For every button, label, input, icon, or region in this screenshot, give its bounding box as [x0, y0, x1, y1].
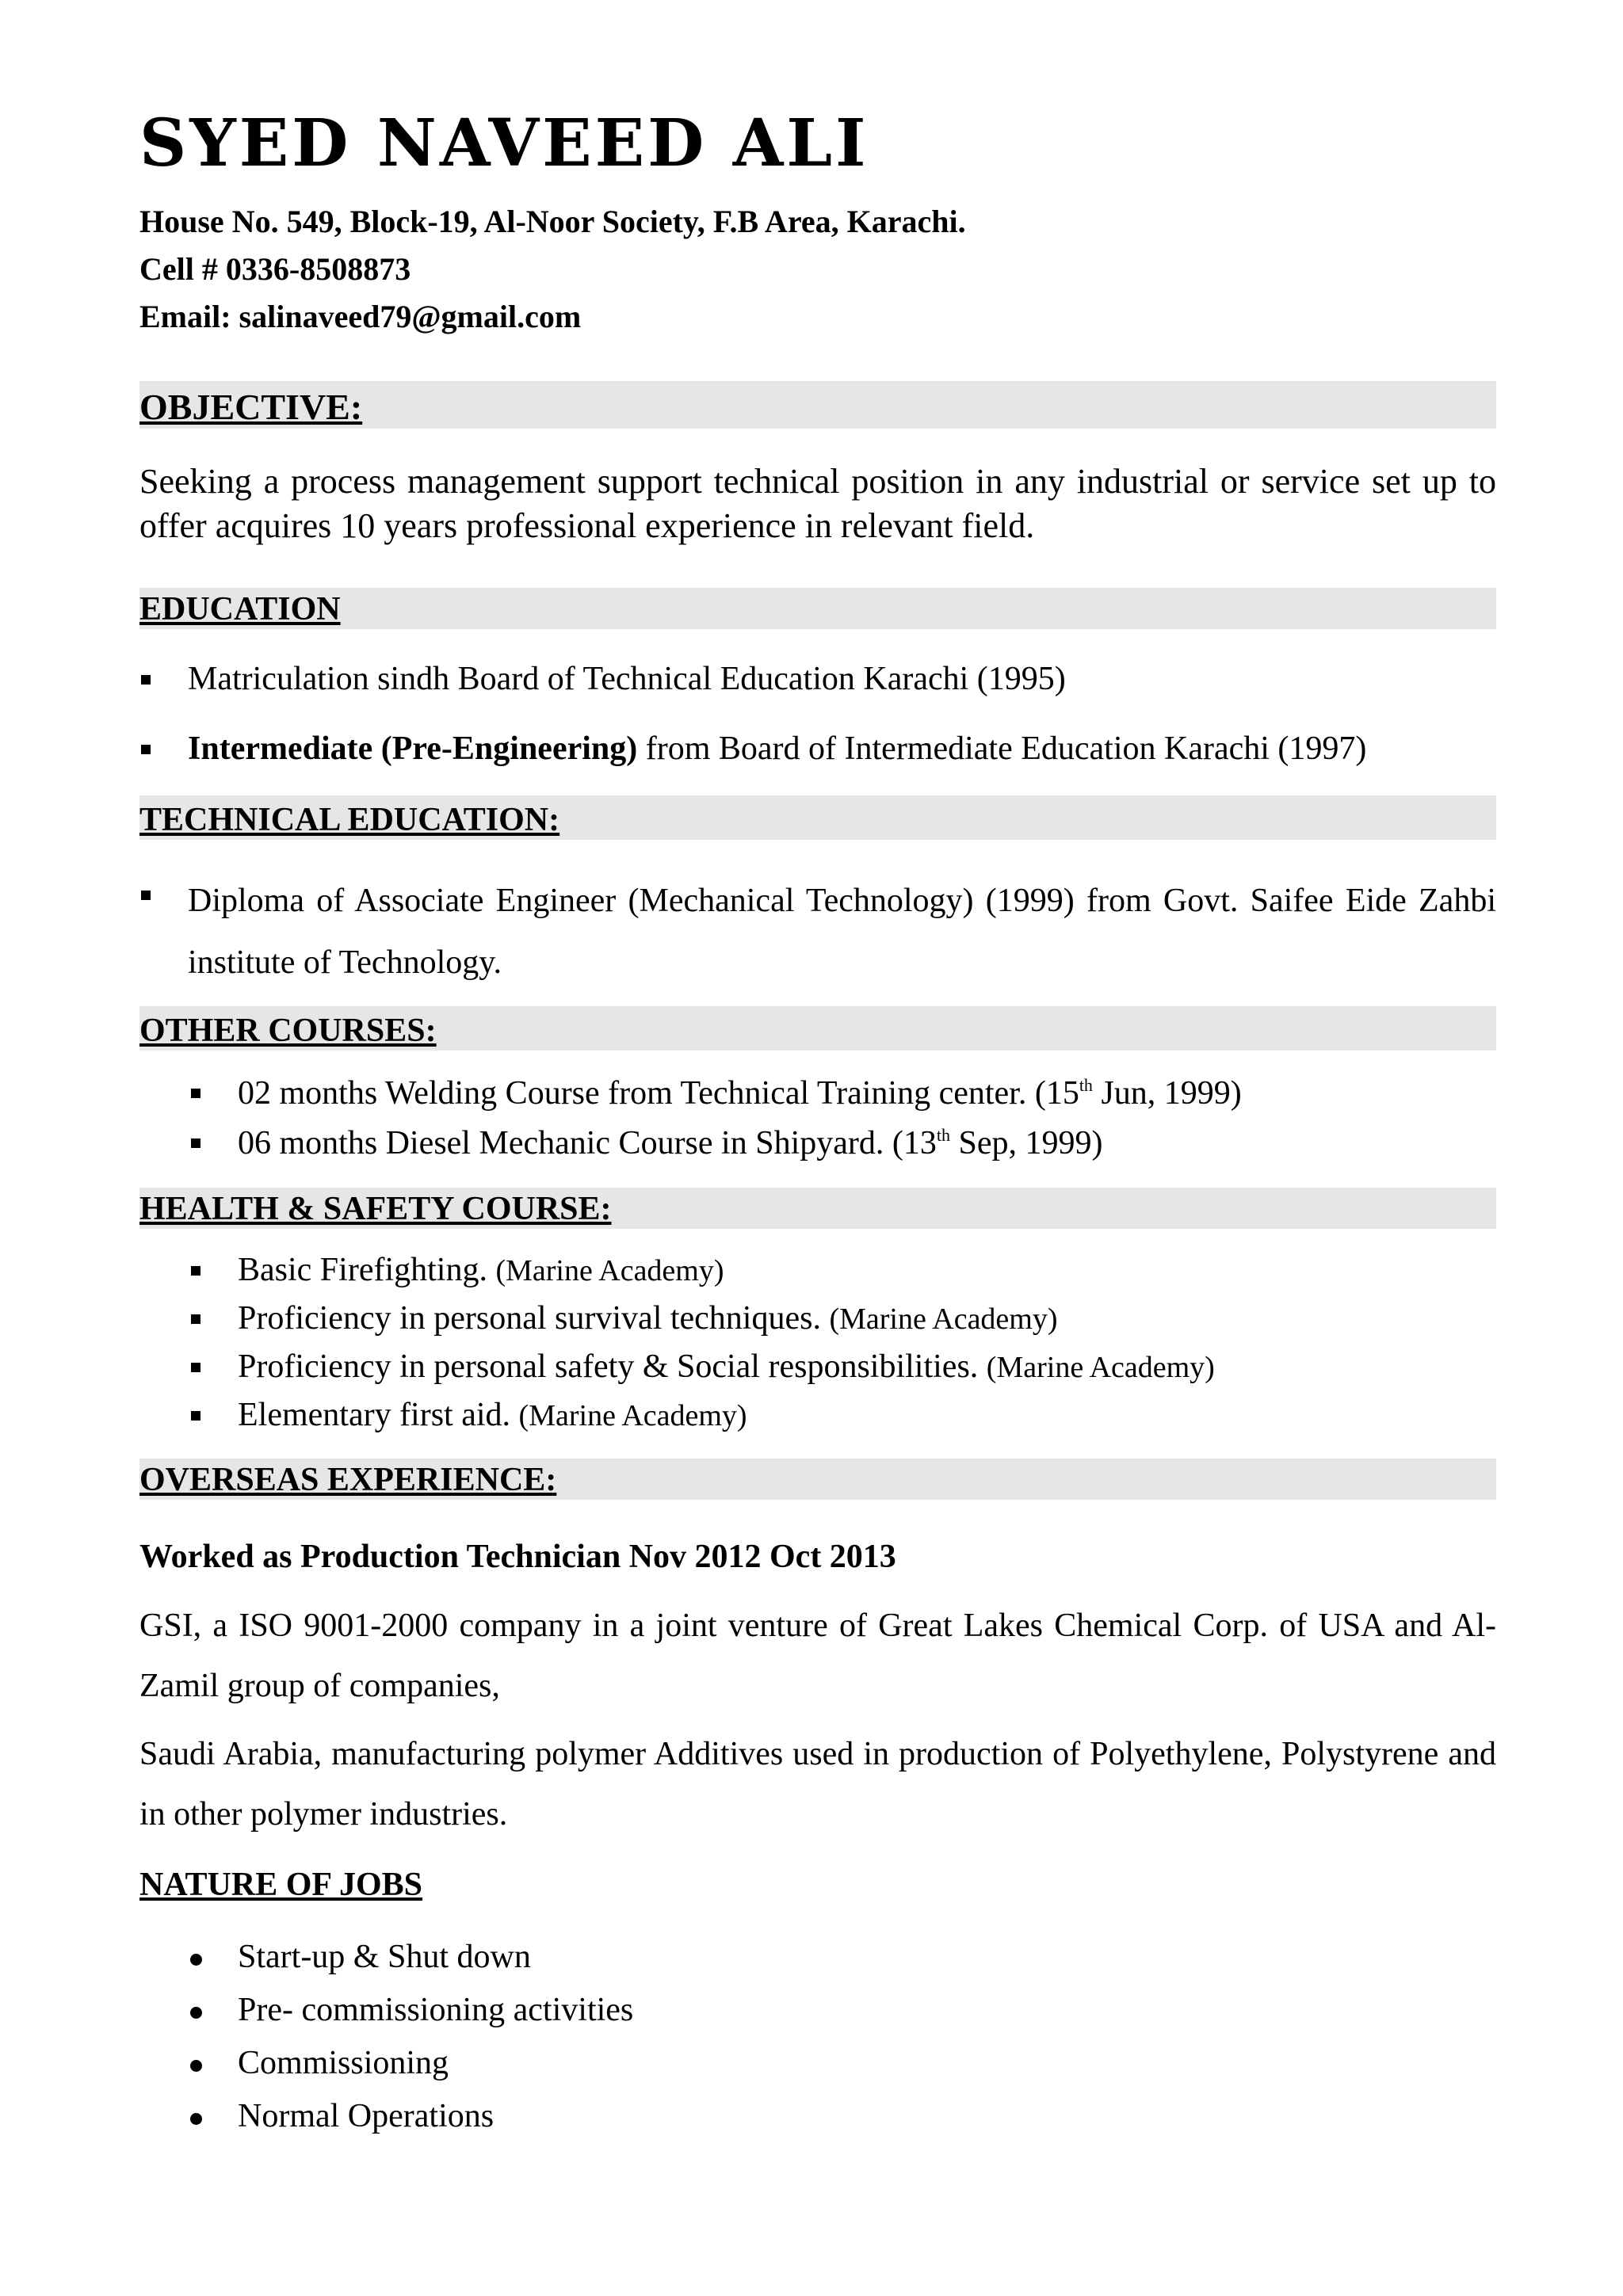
section-heading: OTHER COURSES:	[139, 1013, 437, 1049]
section-heading: TECHNICAL EDUCATION:	[139, 802, 560, 838]
bullet-dot-icon	[190, 2113, 202, 2125]
company-description: GSI, a ISO 9001-2000 company in a joint venture of Great Lakes Chemical Corp. of USA and Al-Zamil group of companies,	[139, 1608, 1496, 1704]
safety-course-item: Basic Firefighting. (Marine Academy)	[238, 1252, 724, 1288]
education-item: Matriculation sindh Board of Technical Education Karachi (1995)	[188, 661, 1066, 697]
bullet-square-icon	[191, 1138, 200, 1148]
section-heading: HEALTH & SAFETY COURSE:	[139, 1191, 612, 1227]
technical-education-item: Diploma of Associate Engineer (Mechanical Technology) (1999) from Govt. Saifee Eide Zahbi institute of Technology.	[188, 883, 1496, 981]
section-heading: OVERSEAS EXPERIENCE:	[139, 1462, 557, 1498]
bullet-square-icon	[191, 1266, 200, 1276]
bullet-square-icon	[191, 1314, 200, 1324]
bullet-dot-icon	[190, 1954, 202, 1966]
section-education	[139, 588, 1496, 629]
email: Email: salinaveed79@gmail.com	[139, 299, 582, 334]
address: House No. 549, Block-19, Al-Noor Society, F.B Area, Karachi.	[139, 204, 966, 239]
section-heading: OBJECTIVE:	[139, 387, 363, 427]
job-title: Worked as Production Technician Nov 2012 Oct 2013	[139, 1539, 896, 1575]
job-nature-item: Start-up & Shut down	[238, 1939, 531, 1975]
candidate-name: SYED NAVEED ALI	[139, 105, 869, 181]
nature-of-jobs-heading: NATURE OF JOBS	[139, 1867, 423, 1903]
job-nature-item: Pre- commissioning activities	[238, 1992, 634, 2028]
section-heading: EDUCATION	[139, 591, 341, 627]
section-health-safety	[139, 1188, 1496, 1229]
safety-course-item: Proficiency in personal safety & Social responsibilities. (Marine Academy)	[238, 1348, 1215, 1385]
job-nature-item: Commissioning	[238, 2045, 449, 2081]
section-technical-education	[139, 795, 1496, 840]
bullet-square-icon	[191, 1363, 200, 1372]
cell-number: Cell # 0336-8508873	[139, 251, 411, 287]
objective-text: Seeking a process management support technical position in any industrial or service set up to offer acquires 10 years professional experience in relevant field.	[139, 462, 1496, 545]
section-other-courses	[139, 1006, 1496, 1051]
education-item: Intermediate (Pre-Engineering) from Board of Intermediate Education Karachi (1997)	[188, 730, 1367, 767]
safety-course-item: Proficiency in personal survival techniques. (Marine Academy)	[238, 1300, 1058, 1337]
job-nature-item: Normal Operations	[238, 2098, 495, 2134]
company-location-description: Saudi Arabia, manufacturing polymer Additives used in production of Polyethylene, Polystyrene and in other polymer industries.	[139, 1736, 1496, 1833]
section-overseas-experience	[139, 1459, 1496, 1500]
safety-course-item: Elementary first aid. (Marine Academy)	[238, 1397, 747, 1433]
bullet-dot-icon	[190, 2060, 202, 2072]
bullet-square-icon	[191, 1089, 200, 1098]
bullet-square-icon	[191, 1411, 200, 1421]
section-objective	[139, 381, 1496, 429]
bullet-square-icon	[141, 891, 151, 900]
bullet-dot-icon	[190, 2007, 202, 2019]
course-item: 06 months Diesel Mechanic Course in Shipyard. (13th Sep, 1999)	[238, 1125, 1103, 1161]
bullet-square-icon	[141, 675, 151, 685]
course-item: 02 months Welding Course from Technical Training center. (15th Jun, 1999)	[238, 1075, 1242, 1112]
bullet-square-icon	[141, 745, 151, 754]
